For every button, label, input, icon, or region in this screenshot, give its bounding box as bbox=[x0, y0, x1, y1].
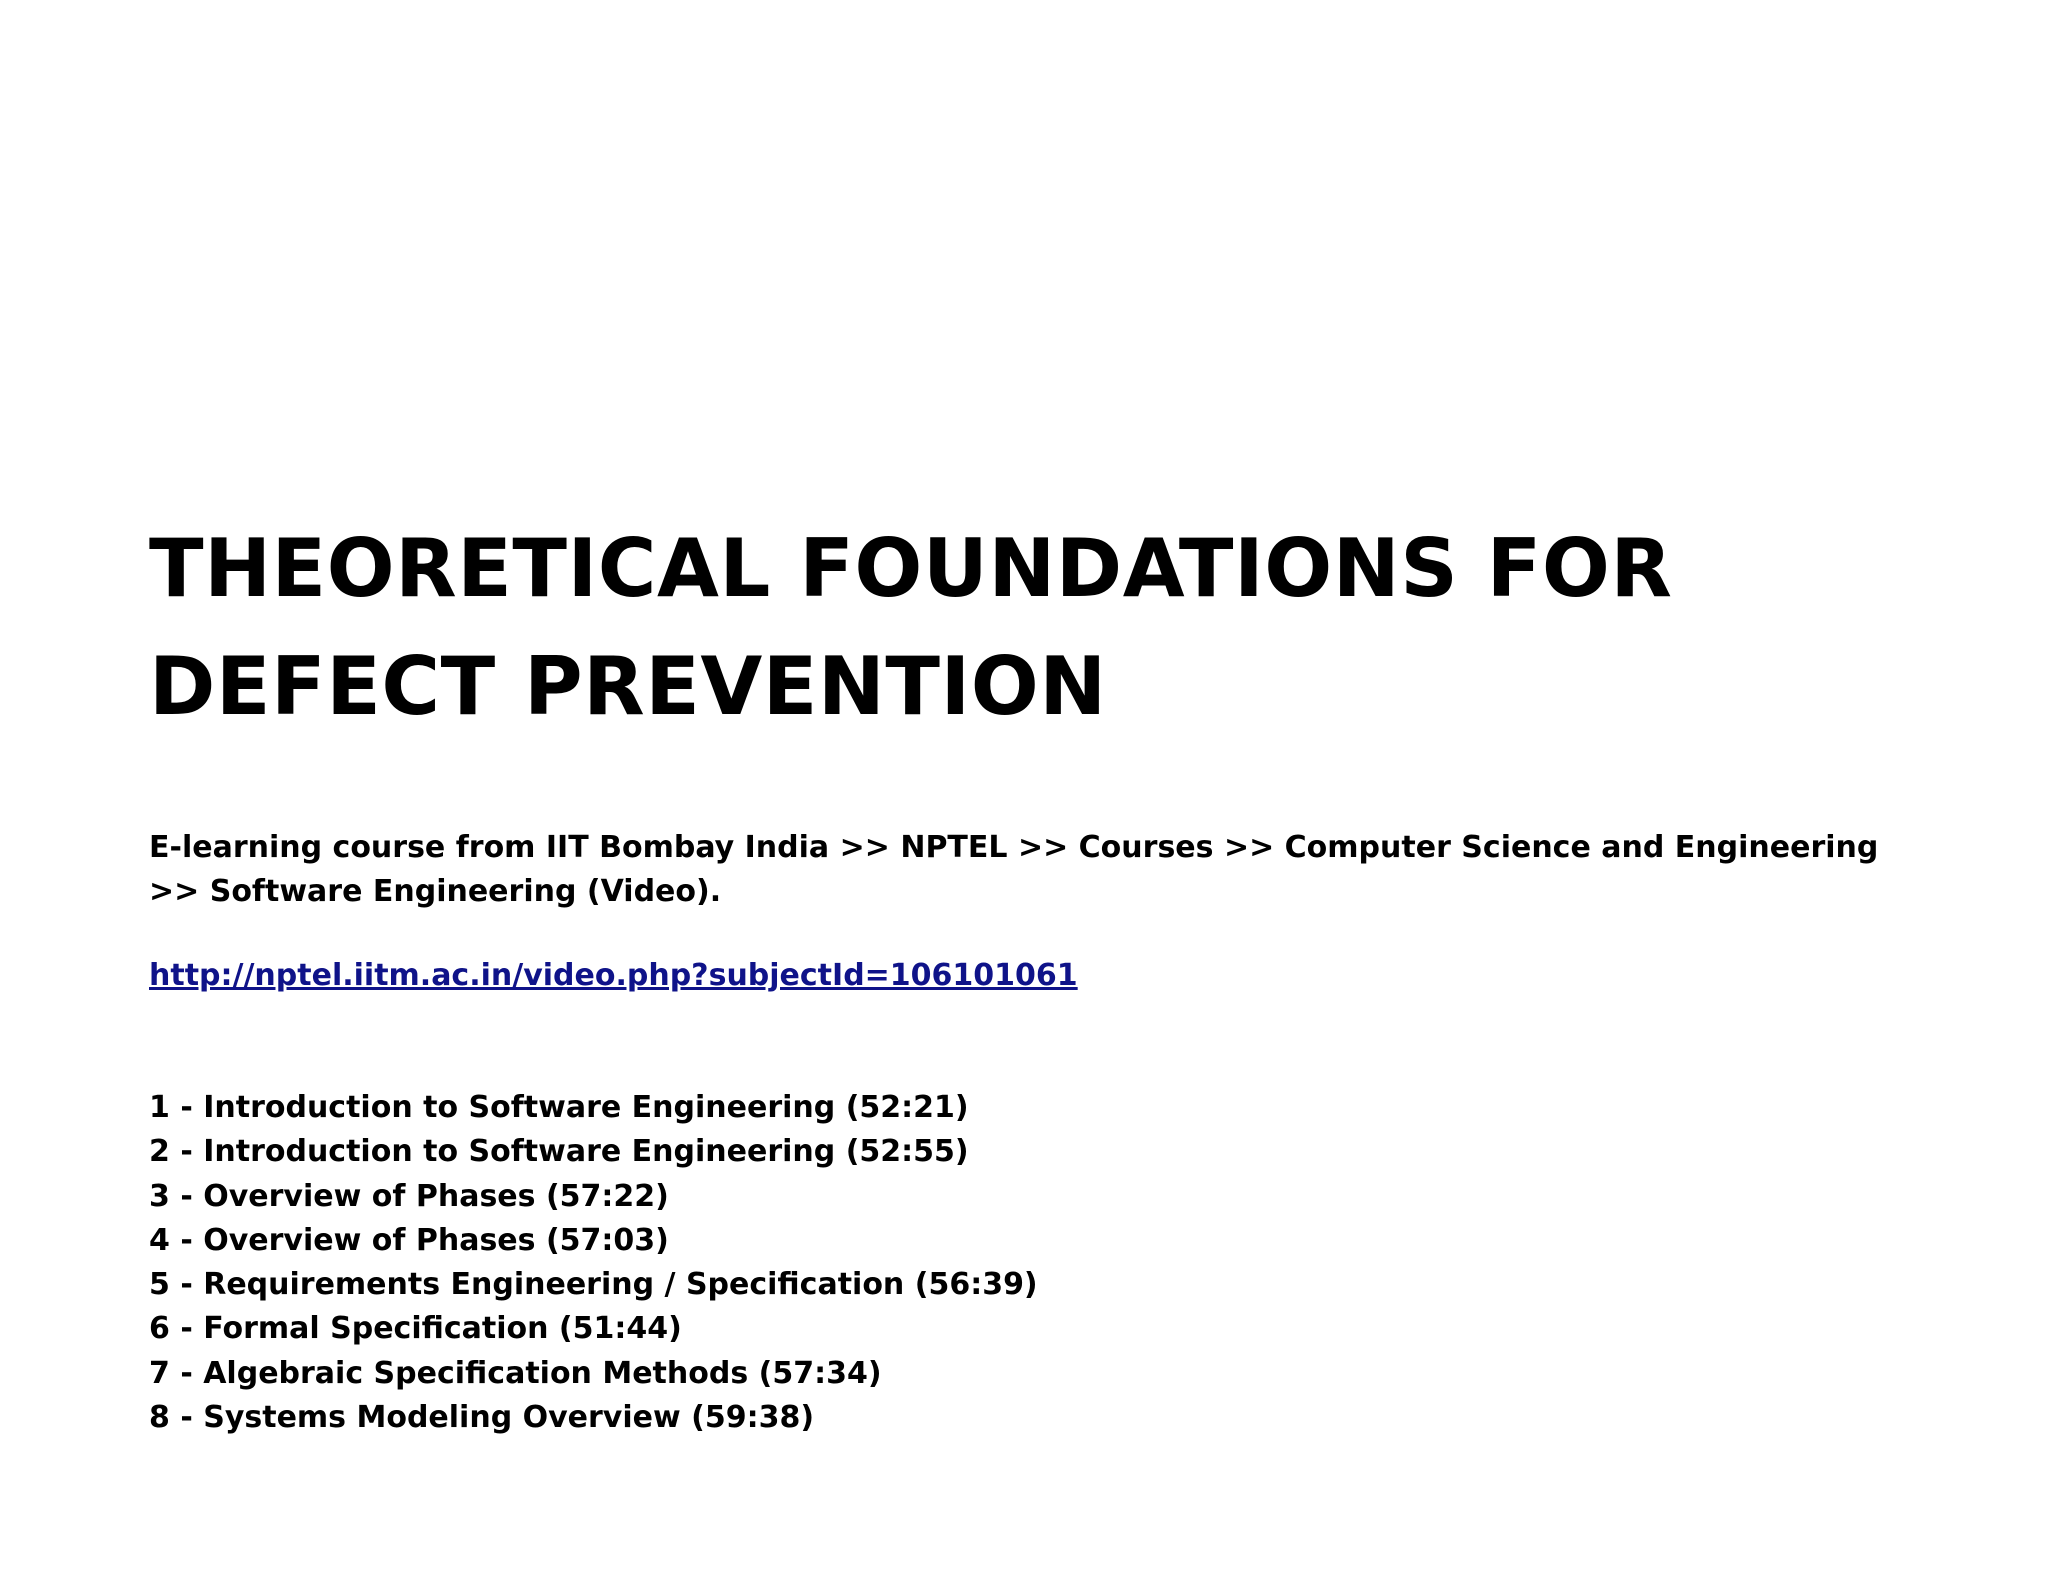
page-title bbox=[149, 510, 1949, 746]
lecture-item: 5 - Requirements Engineering / Specification (56:39) bbox=[149, 1267, 1038, 1303]
lecture-item: 1 - Introduction to Software Engineering (52:21) bbox=[149, 1090, 969, 1125]
title-line-2: DEFECT PREVENTION bbox=[149, 640, 1107, 733]
lecture-item: 7 - Algebraic Specification Methods (57:34) bbox=[149, 1355, 882, 1391]
lecture-item: 4 - Overview of Phases (57:03) bbox=[149, 1222, 669, 1258]
lecture-item: 6 - Formal Specification (51:44) bbox=[149, 1311, 682, 1347]
lecture-list bbox=[149, 1086, 1038, 1440]
lecture-item: 8 - Systems Modeling Overview (59:38) bbox=[149, 1400, 815, 1436]
breadcrumb-line-1: E-learning course from IIT Bombay India >> NPTEL >> Courses >> Computer Science and Engineering bbox=[149, 830, 1879, 865]
lecture-item: 2 - Introduction to Software Engineering (52:55) bbox=[149, 1134, 969, 1170]
lecture-item: 3 - Overview of Phases (57:22) bbox=[149, 1178, 669, 1214]
breadcrumb-line-2: >> Software Engineering (Video). bbox=[149, 874, 722, 909]
course-video-link[interactable]: http://nptel.iitm.ac.in/video.php?subjectId=106101061 bbox=[149, 958, 1078, 993]
course-breadcrumb bbox=[149, 826, 1969, 914]
title-line-1: THEORETICAL FOUNDATIONS FOR bbox=[149, 522, 1673, 615]
